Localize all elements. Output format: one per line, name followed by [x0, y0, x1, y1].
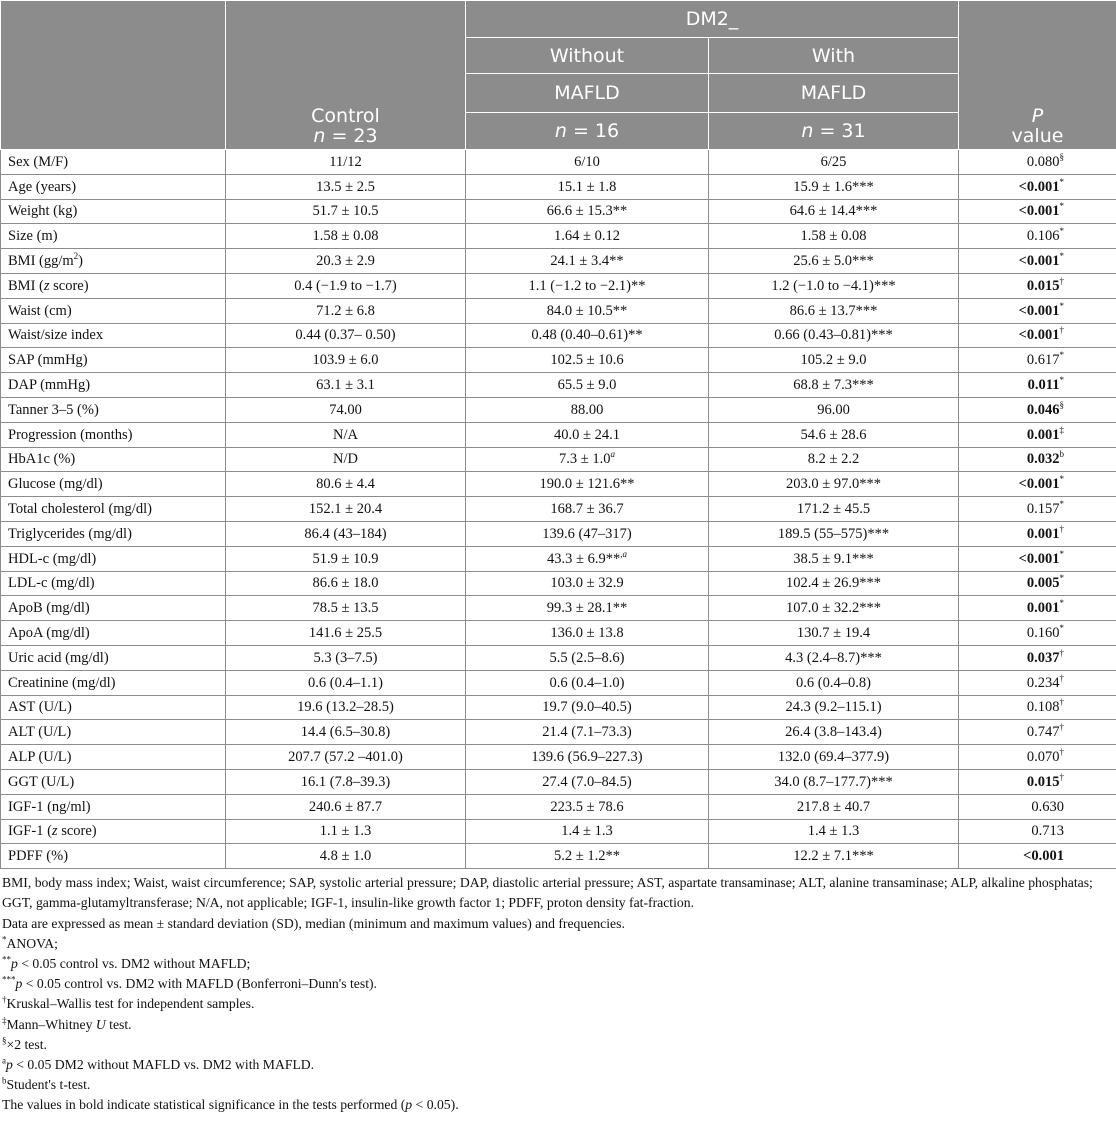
control-value: 0.4 (−1.9 to −1.7)	[226, 273, 466, 298]
without-mafld-value: 5.5 (2.5–8.6)	[466, 645, 709, 670]
table-row	[1, 150, 1116, 175]
row-label: IGF-1 (z score)	[1, 819, 226, 844]
table-row	[1, 397, 1116, 422]
table-row	[1, 571, 1116, 596]
with-mafld-value: 68.8 ± 7.3***	[709, 373, 959, 398]
table-row	[1, 199, 1116, 224]
table-row	[1, 224, 1116, 249]
without-mafld-value: 1.4 ± 1.3	[466, 819, 709, 844]
table-row	[1, 546, 1116, 571]
table-body	[1, 150, 1116, 869]
header-with-mafld: MAFLD	[709, 74, 959, 113]
with-mafld-value: 26.4 (3.8–143.4)	[709, 720, 959, 745]
p-value: <0.001†	[959, 323, 1116, 348]
with-mafld-value: 203.0 ± 97.0***	[709, 472, 959, 497]
note-data-expression: Data are expressed as mean ± standard deviation (SD), median (minimum and maximum values) and frequencies.	[2, 915, 625, 931]
row-label: ALP (U/L)	[1, 745, 226, 770]
control-value: N/A	[226, 422, 466, 447]
with-mafld-value: 132.0 (69.4–377.9)	[709, 745, 959, 770]
control-n: n = 23	[313, 125, 378, 147]
control-value: 207.7 (57.2 –401.0)	[226, 745, 466, 770]
without-mafld-value: 27.4 (7.0–84.5)	[466, 769, 709, 794]
note-control-vs-without: **p < 0.05 control vs. DM2 without MAFLD;	[2, 954, 251, 971]
with-mafld-value: 1.58 ± 0.08	[709, 224, 959, 249]
with-mafld-value: 54.6 ± 28.6	[709, 422, 959, 447]
with-mafld-value: 34.0 (8.7–177.7)***	[709, 769, 959, 794]
p-value: 0.001‡	[959, 422, 1116, 447]
table-row	[1, 720, 1116, 745]
control-value: 86.6 ± 18.0	[226, 571, 466, 596]
row-label: Creatinine (mg/dl)	[1, 670, 226, 695]
p-value: 0.713	[959, 819, 1116, 844]
note-without-vs-with: $^a$p < 0.05 DM2 without MAFLD vs. DM2 with MAFLD.	[2, 1055, 315, 1072]
without-mafld-value: 40.0 ± 24.1	[466, 422, 709, 447]
control-value: 20.3 ± 2.9	[226, 249, 466, 274]
table-row	[1, 273, 1116, 298]
control-value: 5.3 (3–7.5)	[226, 645, 466, 670]
row-label: AST (U/L)	[1, 695, 226, 720]
table-row	[1, 695, 1116, 720]
row-label: Waist/size index	[1, 323, 226, 348]
table-row	[1, 596, 1116, 621]
p-value: 0.617*	[959, 348, 1116, 373]
p-value: <0.001*	[959, 546, 1116, 571]
table-row	[1, 447, 1116, 472]
value-label: value	[1011, 125, 1064, 147]
without-mafld-value: 15.1 ± 1.8	[466, 174, 709, 199]
p-value: 0.080§	[959, 150, 1116, 175]
p-label: P	[1031, 105, 1044, 127]
with-mafld-value: 0.6 (0.4–0.8)	[709, 670, 959, 695]
with-mafld-value: 189.5 (55–575)***	[709, 521, 959, 546]
p-value: 0.001†	[959, 521, 1116, 546]
without-mafld-value: 88.00	[466, 397, 709, 422]
without-mafld-value: 190.0 ± 121.6**	[466, 472, 709, 497]
p-value: 0.630	[959, 794, 1116, 819]
with-mafld-value: 38.5 ± 9.1***	[709, 546, 959, 571]
control-value: 1.58 ± 0.08	[226, 224, 466, 249]
table-row	[1, 298, 1116, 323]
p-value: 0.005*	[959, 571, 1116, 596]
p-value: 0.011*	[959, 373, 1116, 398]
without-mafld-value: 66.6 ± 15.3**	[466, 199, 709, 224]
control-value: 86.4 (43–184)	[226, 521, 466, 546]
p-value: 0.070†	[959, 745, 1116, 770]
table-row	[1, 819, 1116, 844]
row-label: LDL-c (mg/dl)	[1, 571, 226, 596]
p-value: 0.106*	[959, 224, 1116, 249]
without-mafld-value: 7.3 ± 1.0$^a$	[466, 447, 709, 472]
table-row	[1, 645, 1116, 670]
row-label: HbA1c (%)	[1, 447, 226, 472]
control-value: 80.6 ± 4.4	[226, 472, 466, 497]
with-mafld-value: 130.7 ± 19.4	[709, 621, 959, 646]
control-value: 4.8 ± 1.0	[226, 844, 466, 869]
row-label: Age (years)	[1, 174, 226, 199]
with-mafld-value: 107.0 ± 32.2***	[709, 596, 959, 621]
row-label: PDFF (%)	[1, 844, 226, 869]
row-label: HDL-c (mg/dl)	[1, 546, 226, 571]
table-row	[1, 497, 1116, 522]
p-value: <0.001*	[959, 472, 1116, 497]
without-mafld-value: 1.64 ± 0.12	[466, 224, 709, 249]
header-without-mafld: MAFLD	[466, 74, 709, 113]
control-value: 63.1 ± 3.1	[226, 373, 466, 398]
control-value: 51.9 ± 10.9	[226, 546, 466, 571]
table-row	[1, 422, 1116, 447]
p-value: 0.234†	[959, 670, 1116, 695]
control-value: 14.4 (6.5–30.8)	[226, 720, 466, 745]
note-student-t: $^b$Student's t-test.	[2, 1075, 91, 1093]
note-mann-whitney: ‡Mann–Whitney U test.	[2, 1014, 132, 1032]
control-value: 0.44 (0.37– 0.50)	[226, 323, 466, 348]
table-row	[1, 323, 1116, 348]
control-label: Control	[311, 105, 380, 127]
p-value: <0.001*	[959, 199, 1116, 224]
control-value: 152.1 ± 20.4	[226, 497, 466, 522]
control-value: 74.00	[226, 397, 466, 422]
without-mafld-value: 21.4 (7.1–73.3)	[466, 720, 709, 745]
without-mafld-value: 139.6 (47–317)	[466, 521, 709, 546]
without-mafld-value: 19.7 (9.0–40.5)	[466, 695, 709, 720]
without-mafld-value: 103.0 ± 32.9	[466, 571, 709, 596]
with-mafld-value: 24.3 (9.2–115.1)	[709, 695, 959, 720]
with-mafld-value: 4.3 (2.4–8.7)***	[709, 645, 959, 670]
without-mafld-value: 43.3 ± 6.9**$^{,a}$	[466, 546, 709, 571]
p-value: 0.157*	[959, 497, 1116, 522]
with-mafld-value: 25.6 ± 5.0***	[709, 249, 959, 274]
row-label: Total cholesterol (mg/dl)	[1, 497, 226, 522]
with-mafld-value: 64.6 ± 14.4***	[709, 199, 959, 224]
p-value: <0.001*	[959, 298, 1116, 323]
header-control	[226, 1, 466, 150]
table-row	[1, 348, 1116, 373]
without-mafld-value: 84.0 ± 10.5**	[466, 298, 709, 323]
row-label: Sex (M/F)	[1, 150, 226, 175]
note-bold-significance: The values in bold indicate statistical significance in the tests performed (p < 0.05).	[2, 1097, 459, 1113]
row-label: ALT (U/L)	[1, 720, 226, 745]
table-row	[1, 373, 1116, 398]
control-value: 1.1 ± 1.3	[226, 819, 466, 844]
without-mafld-value: 65.5 ± 9.0	[466, 373, 709, 398]
control-value: 11/12	[226, 150, 466, 175]
row-label: SAP (mmHg)	[1, 348, 226, 373]
control-value: 16.1 (7.8–39.3)	[226, 769, 466, 794]
with-mafld-value: 15.9 ± 1.6***	[709, 174, 959, 199]
table-header	[1, 1, 1116, 150]
p-value: 0.160*	[959, 621, 1116, 646]
control-value: N/D	[226, 447, 466, 472]
without-mafld-value: 102.5 ± 10.6	[466, 348, 709, 373]
row-label: Size (m)	[1, 224, 226, 249]
p-value: 0.037†	[959, 645, 1116, 670]
table-row	[1, 174, 1116, 199]
with-mafld-value: 1.2 (−1.0 to −4.1)***	[709, 273, 959, 298]
p-value: 0.015†	[959, 273, 1116, 298]
note-anova: *ANOVA;	[2, 934, 58, 951]
row-label: Tanner 3–5 (%)	[1, 397, 226, 422]
row-label: ApoB (mg/dl)	[1, 596, 226, 621]
header-p-value	[959, 1, 1116, 150]
with-mafld-value: 0.66 (0.43–0.81)***	[709, 323, 959, 348]
without-mafld-value: 0.48 (0.40–0.61)**	[466, 323, 709, 348]
p-value: 0.108†	[959, 695, 1116, 720]
table-row	[1, 769, 1116, 794]
control-value: 71.2 ± 6.8	[226, 298, 466, 323]
table-notes	[0, 869, 1116, 1115]
without-mafld-value: 0.6 (0.4–1.0)	[466, 670, 709, 695]
row-label: ApoA (mg/dl)	[1, 621, 226, 646]
p-value: 0.032$^b$	[959, 447, 1116, 472]
row-label: BMI $(gg/m^2)$	[1, 249, 226, 274]
header-without-n: n = 16	[466, 113, 709, 150]
without-mafld-value: 223.5 ± 78.6	[466, 794, 709, 819]
without-mafld-value: 1.1 (−1.2 to −2.1)**	[466, 273, 709, 298]
with-mafld-value: 96.00	[709, 397, 959, 422]
table-row	[1, 670, 1116, 695]
row-label: Glucose (mg/dl)	[1, 472, 226, 497]
row-label: Waist (cm)	[1, 298, 226, 323]
without-mafld-value: 139.6 (56.9–227.3)	[466, 745, 709, 770]
p-value: <0.001*	[959, 174, 1116, 199]
table-row	[1, 794, 1116, 819]
p-value: 0.015†	[959, 769, 1116, 794]
row-label: IGF-1 (ng/ml)	[1, 794, 226, 819]
header-with-n: n = 31	[709, 113, 959, 150]
without-mafld-value: 99.3 ± 28.1**	[466, 596, 709, 621]
control-value: 0.6 (0.4–1.1)	[226, 670, 466, 695]
with-mafld-value: 86.6 ± 13.7***	[709, 298, 959, 323]
row-label: Weight (kg)	[1, 199, 226, 224]
with-mafld-value: 102.4 ± 26.9***	[709, 571, 959, 596]
header-dm2-group: DM2_	[466, 1, 959, 38]
row-label: DAP (mmHg)	[1, 373, 226, 398]
table-row	[1, 844, 1116, 869]
row-label: GGT (U/L)	[1, 769, 226, 794]
control-value: 19.6 (13.2–28.5)	[226, 695, 466, 720]
table-row	[1, 472, 1116, 497]
header-with: With	[709, 38, 959, 74]
with-mafld-value: 6/25	[709, 150, 959, 175]
with-mafld-value: 8.2 ± 2.2	[709, 447, 959, 472]
p-value: 0.747†	[959, 720, 1116, 745]
header-without: Without	[466, 38, 709, 74]
control-value: 103.9 ± 6.0	[226, 348, 466, 373]
with-mafld-value: 1.4 ± 1.3	[709, 819, 959, 844]
table-row	[1, 249, 1116, 274]
without-mafld-value: 136.0 ± 13.8	[466, 621, 709, 646]
with-mafld-value: 12.2 ± 7.1***	[709, 844, 959, 869]
control-value: 13.5 ± 2.5	[226, 174, 466, 199]
row-label: Triglycerides (mg/dl)	[1, 521, 226, 546]
p-value: 0.001*	[959, 596, 1116, 621]
row-label: Uric acid (mg/dl)	[1, 645, 226, 670]
table-row	[1, 521, 1116, 546]
without-mafld-value: 168.7 ± 36.7	[466, 497, 709, 522]
with-mafld-value: 171.2 ± 45.5	[709, 497, 959, 522]
header-empty-cell	[1, 1, 226, 150]
table-row	[1, 745, 1116, 770]
row-label: BMI (z score)	[1, 273, 226, 298]
note-chi2: §×2 test.	[2, 1035, 47, 1052]
control-value: 240.6 ± 87.7	[226, 794, 466, 819]
control-value: 51.7 ± 10.5	[226, 199, 466, 224]
p-value: <0.001	[959, 844, 1116, 869]
note-control-vs-with: ***p < 0.05 control vs. DM2 with MAFLD (Bonferroni–Dunn's test).	[2, 974, 377, 992]
note-kruskal-wallis: †Kruskal–Wallis test for independent samples.	[2, 994, 255, 1012]
table-row	[1, 621, 1116, 646]
without-mafld-value: 5.2 ± 1.2**	[466, 844, 709, 869]
control-value: 78.5 ± 13.5	[226, 596, 466, 621]
with-mafld-value: 105.2 ± 9.0	[709, 348, 959, 373]
with-mafld-value: 217.8 ± 40.7	[709, 794, 959, 819]
control-value: 141.6 ± 25.5	[226, 621, 466, 646]
p-value: 0.046§	[959, 397, 1116, 422]
note-abbreviations: BMI, body mass index; Waist, waist circumference; SAP, systolic arterial pressure; DAP, diastolic arterial pressure; AST, aspartate transaminase; ALT, alanine transaminase; ALP, alkaline phosphatas; GGT, gamma-glutamyltransferase; N/A, not applicable; IGF-1, insulin-like growth factor 1; PDFF, proton density fat-fraction.	[2, 875, 1093, 911]
without-mafld-value: 6/10	[466, 150, 709, 175]
p-value: <0.001*	[959, 249, 1116, 274]
without-mafld-value: 24.1 ± 3.4**	[466, 249, 709, 274]
row-label: Progression (months)	[1, 422, 226, 447]
